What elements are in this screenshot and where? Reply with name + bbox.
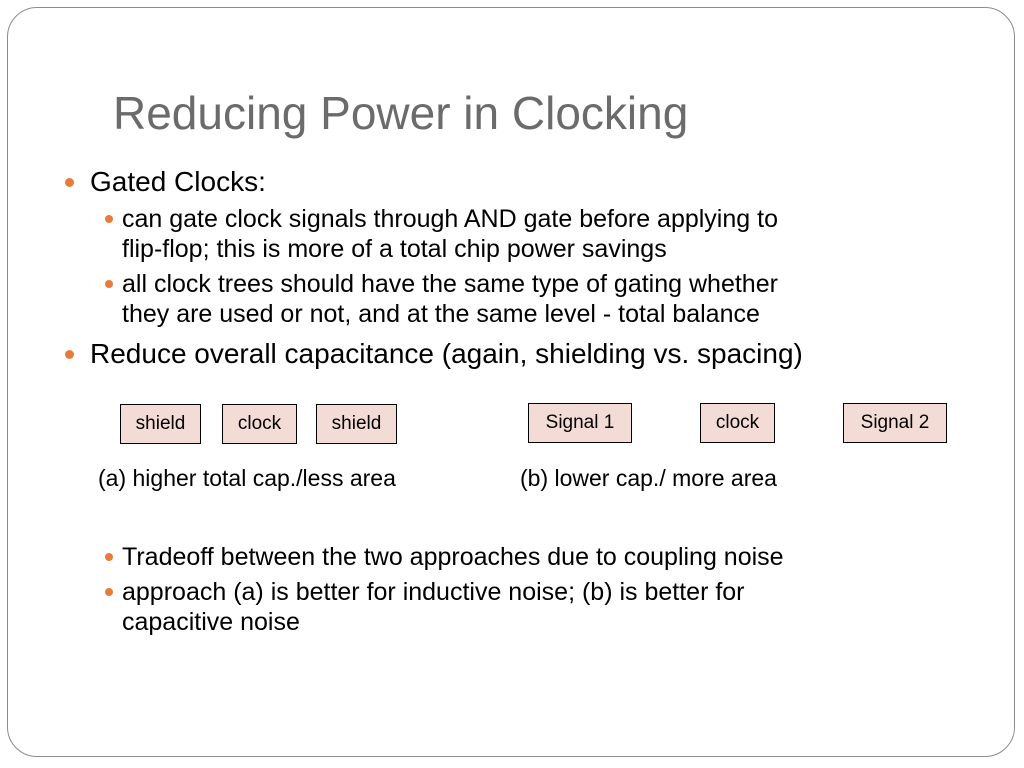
diagram-b-signal-2: Signal 2 (843, 403, 947, 443)
diagram-b-signal-1: Signal 1 (528, 403, 632, 443)
subbullet-and-gate (105, 204, 778, 264)
bullet-gated-clocks (65, 166, 266, 198)
bullet-reduce-capacitance (65, 338, 803, 370)
diagram-a-shield-right: shield (316, 404, 397, 444)
diagram-b-clock: clock (700, 403, 775, 443)
bullet-dot-icon (105, 588, 113, 596)
subbullet-line: all clock trees should have the same type of gating whether (122, 270, 778, 298)
bullet-text: Gated Clocks: (90, 166, 266, 197)
subbullet-line: approach (a) is better for inductive noise; (b) is better for (122, 578, 745, 606)
subbullet-line: Tradeoff between the two approaches due to coupling noise (122, 543, 784, 571)
subbullet-line: capacitive noise (122, 608, 300, 636)
bullet-text: Reduce overall capacitance (again, shielding vs. spacing) (90, 338, 803, 369)
slide-title: Reducing Power in Clocking (113, 87, 689, 139)
subbullet-clock-trees (105, 269, 778, 329)
subbullet-approach (105, 577, 745, 637)
diagram-a-clock: clock (222, 404, 297, 444)
subbullet-line: can gate clock signals through AND gate before applying to (122, 205, 778, 233)
bullet-dot-icon (105, 215, 113, 223)
bullet-dot-icon (105, 280, 113, 288)
caption-a: (a) higher total cap./less area (98, 465, 396, 491)
subbullet-line: they are used or not, and at the same level - total balance (122, 300, 760, 328)
caption-b: (b) lower cap./ more area (520, 465, 777, 491)
bullet-dot-icon (65, 350, 74, 359)
bullet-dot-icon (105, 553, 113, 561)
diagram-a-shield-left: shield (120, 404, 201, 444)
subbullet-tradeoff (105, 542, 784, 572)
subbullet-line: flip-flop; this is more of a total chip power savings (122, 235, 667, 263)
bullet-dot-icon (65, 178, 74, 187)
